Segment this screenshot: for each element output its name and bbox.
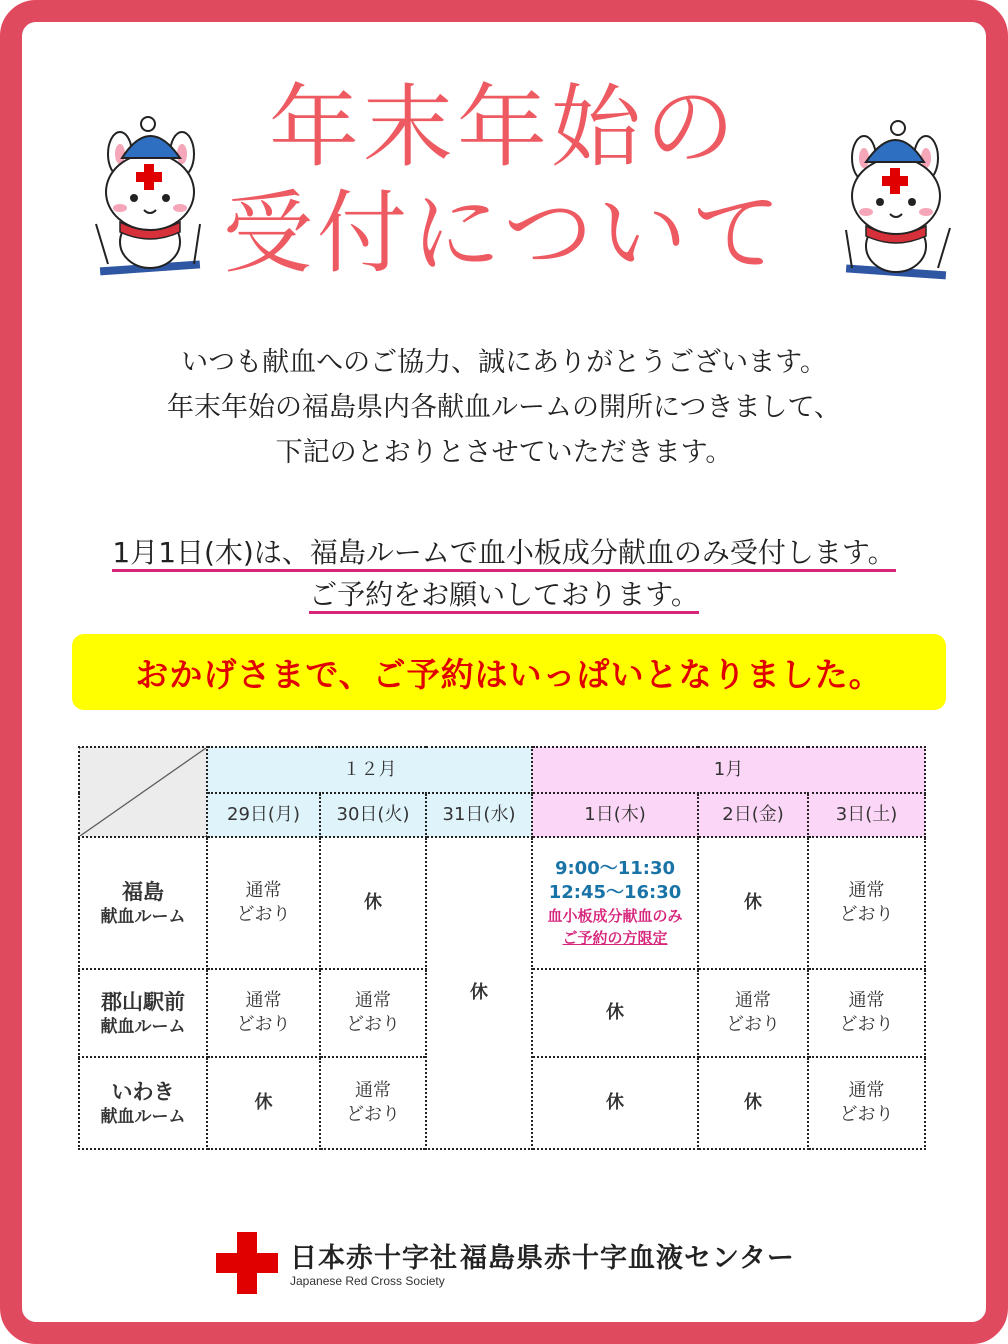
day-header: 29日(月) <box>207 793 320 837</box>
page-title-line-1: 年末年始の <box>269 75 739 180</box>
day-header: 1日(木) <box>532 793 698 837</box>
notice-line: 1月1日(木)は、福島ルームで血小板成分献血のみ受付します。 <box>112 536 895 572</box>
day-header: 31日(水) <box>426 793 532 837</box>
red-cross-icon <box>216 1232 278 1294</box>
status-normal: 通常 どおり <box>698 969 808 1057</box>
intro-text <box>60 340 948 475</box>
special-hours-cell <box>532 837 698 969</box>
status-closed: 休 <box>532 1057 698 1149</box>
reservation-only-note: ご予約の方限定 <box>562 929 668 947</box>
status-closed: 休 <box>320 837 426 969</box>
status-normal: 通常 どおり <box>808 969 925 1057</box>
platelet-only-note: 血小板成分献血のみ <box>547 907 683 925</box>
status-closed: 休 <box>698 837 808 969</box>
intro-line: 年末年始の福島県内各献血ルームの開所につきまして、 <box>167 392 841 423</box>
rabbit-skiing-mascot-icon <box>832 118 962 298</box>
page-title-line-2: 受付について <box>222 181 786 286</box>
status-normal: 通常 どおり <box>320 969 426 1057</box>
day-header: 2日(金) <box>698 793 808 837</box>
table-corner <box>79 747 207 837</box>
day-header: 3日(土) <box>808 793 925 837</box>
notice-text <box>40 532 968 616</box>
org-name: 日本赤十字社 <box>290 1243 458 1274</box>
month-header-december: １２月 <box>207 747 532 793</box>
hours-afternoon: 12:45～16:30 <box>548 882 682 903</box>
day-header: 30日(火) <box>320 793 426 837</box>
footer-logo <box>216 1232 816 1296</box>
center-name: 福島県赤十字血液センター <box>460 1243 795 1274</box>
status-normal: 通常 どおり <box>207 969 320 1057</box>
hours-morning: 9:00～11:30 <box>554 858 676 879</box>
status-normal: 通常 どおり <box>808 837 925 969</box>
status-closed: 休 <box>532 969 698 1057</box>
notice-line: ご予約をお願いしております。 <box>309 578 699 614</box>
room-header-iwaki: いわき 献血ルーム <box>79 1057 207 1149</box>
month-header-january: 1月 <box>532 747 925 793</box>
schedule-table <box>78 746 926 1150</box>
status-normal: 通常 どおり <box>207 837 320 969</box>
fully-booked-banner: おかげさまで、ご予約はいっぱいとなりました。 <box>72 634 946 710</box>
room-header-koriyama: 郡山駅前 献血ルーム <box>79 969 207 1057</box>
status-closed: 休 <box>426 837 532 1149</box>
status-closed: 休 <box>698 1057 808 1149</box>
status-normal: 通常 どおり <box>808 1057 925 1149</box>
intro-line: いつも献血へのご協力、誠にありがとうございます。 <box>181 347 827 378</box>
status-closed: 休 <box>207 1057 320 1149</box>
table-row <box>79 837 925 969</box>
org-name-english: Japanese Red Cross Society <box>290 1274 445 1288</box>
status-normal: 通常 どおり <box>320 1057 426 1149</box>
intro-line: 下記のとおりとさせていただきます。 <box>275 437 733 468</box>
room-header-fukushima: 福島 献血ルーム <box>79 837 207 969</box>
